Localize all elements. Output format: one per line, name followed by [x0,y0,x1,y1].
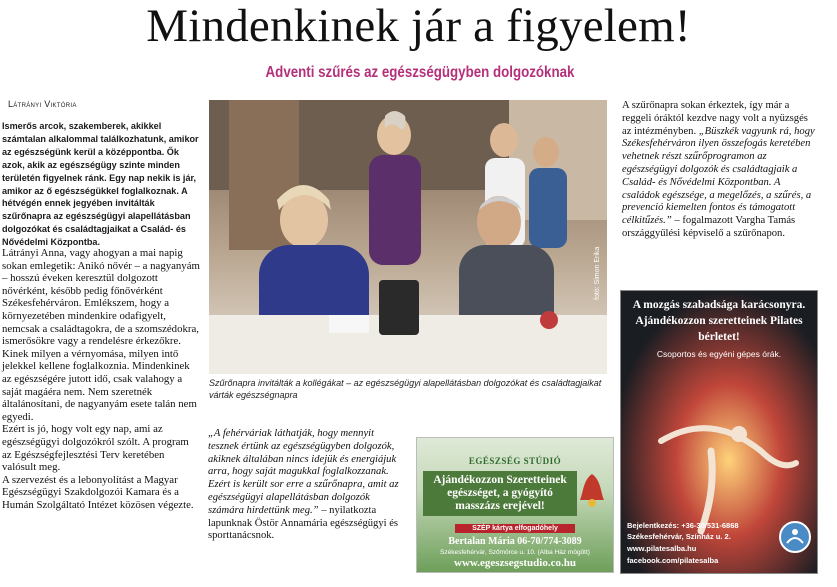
quote-text: „A fehérváriak láthatják, hogy mennyit tesznek értünk az egészségügyben dolgozók, akiknek általában nincs idejük és energiájuk arra, hogy saját magukkal foglalkozzanak. Ezért is került sor erre a szűrőnapra, amit az egészségügyi alapellátásban dolgozók számára hirdettünk meg.” [208,428,399,516]
ad-website[interactable]: www.egeszsegstudio.co.hu [454,557,576,569]
quote-attribution: – nyilatkozta lapunknak Östör Annamária egészségügyi és sporttanácsnok. [208,504,399,542]
christmas-bell-icon [577,472,607,508]
author-byline: Látrányi Viktória [8,99,77,109]
ad-website[interactable]: www.pilatesalba.hu [627,544,697,553]
body-paragraph: A szervezést és a lebonyolítást a Magyar Egészségügyi Szakdolgozói Kamara és a Humán Szolgáltató Intézet közösen végezte. [2,473,194,511]
ad-facebook[interactable]: facebook.com/pilatesalba [627,556,719,565]
quote-attribution: – fogalmazott Vargha Tamás országgyűlési képviselő a szűrőnapon. [622,215,796,239]
photo-illustration [209,100,607,374]
body-column-3 [622,100,818,241]
ad-address: Székesfehérvár, Színház u. 2. [627,532,731,541]
ad-massage-studio[interactable] [416,437,614,573]
photo-credit: fotó: Simon Erika [594,246,601,300]
ad-pilates[interactable] [620,290,818,574]
article-photo [209,100,607,374]
body-intro: A szűrőnapra sokan érkeztek, így már a reggeli óráktól kezdve nagy volt a nyüzsgés az intézményben. [622,100,808,137]
ad-phone: Bertalan Mária 06-70/774-3089 [448,536,582,547]
quote-text: „Büszkék vagyunk rá, hogy Székesfehérváron ilyen összefogás keretében vehetnek részt szűrőprogramon az egészségügyi dolgozók és családtagjaik a Család- és Nővédelmi Központban. A családok egészsége, a megelőzés, a szűrés, a prevenció kiemelten fontos és támogatott célkitűzés.” [622,125,815,227]
ad-brand: EGÉSZSÉG STÚDIÓ [468,456,562,466]
body-paragraph: Ezért is jó, hogy volt egy nap, ami az egészségügyi dolgozókról szólt. A program az Egészségfejlesztési Terv keretében valósult meg. [2,423,189,474]
ad-heading: A mozgás szabadsága karácsonyra. Ajándékozzon szeretteinek Pilates bérletet! [632,299,806,343]
body-paragraph: Látrányi Anna, vagy ahogyan a mai napig sokan emlegetik: Anikó nővér – a nagyanyám – hosszú éveken keresztül dolgozott nővérként, később pedig főnővérként Székesfehérváron. Emlékszem, hogy a környezetében mindenkire odafigyelt, nemcsak a családtagokra, de a szomszédokra, ismerősökre vagy a rendelésre érkezőkre. Kinek milyen a vérnyomása, milyen intő jelekkel kellene foglalkoznia. Mindenkinek az egészségére jutott idő, csak valahogy a saját magáéra nem. Nem szeretnék általánosítani, de nagyanyám esete talán nem egyedi. [2,247,200,423]
ad-heading: Ajándékozzon Szeretteinek egészséget, a gyógyító masszázs erejével! [423,471,577,516]
ad-subheading: Csoportos és egyéni gépes órák. [656,349,782,359]
headline: Mindenkinek jár a figyelem! [146,0,691,52]
quote-block [208,428,406,543]
lead-paragraph: Ismerős arcok, szakemberek, akikkel számtalan alkalommal találkozhatunk, amikor az egészségünk kerül a középpontba. Ők azok, akik az egészségügy szinte minden területén figyelnek ránk. Egy nap nekik is jár, amikor az ő egészségükkel foglalkoznak. A hétvégén ennek jegyében invitálták szűrőnapra az egészségügyi alapellátásban dolgozókat és családtagjaikat a Család- és Nővédelmi Központba. [2,121,199,248]
ad-badge: SZÉP kártya elfogadóhely [455,524,575,533]
ad-contact: Bejelentkezés: +36-30/531-6868 [627,521,739,530]
subheadline: Adventi szűrés az egészségügyben dolgozóknak [265,64,575,81]
photo-caption: Szűrőnapra invitálták a kollégákat – az egészségügyi alapellátásban dolgozókat és családtagjaikat várták egészségnapra [209,378,602,400]
body-column-1 [2,247,200,511]
pilates-logo-icon [779,521,811,553]
ad-address: Székesfehérvár, Szőmörce u. 10. (Alba Ház mögött) [440,549,590,556]
